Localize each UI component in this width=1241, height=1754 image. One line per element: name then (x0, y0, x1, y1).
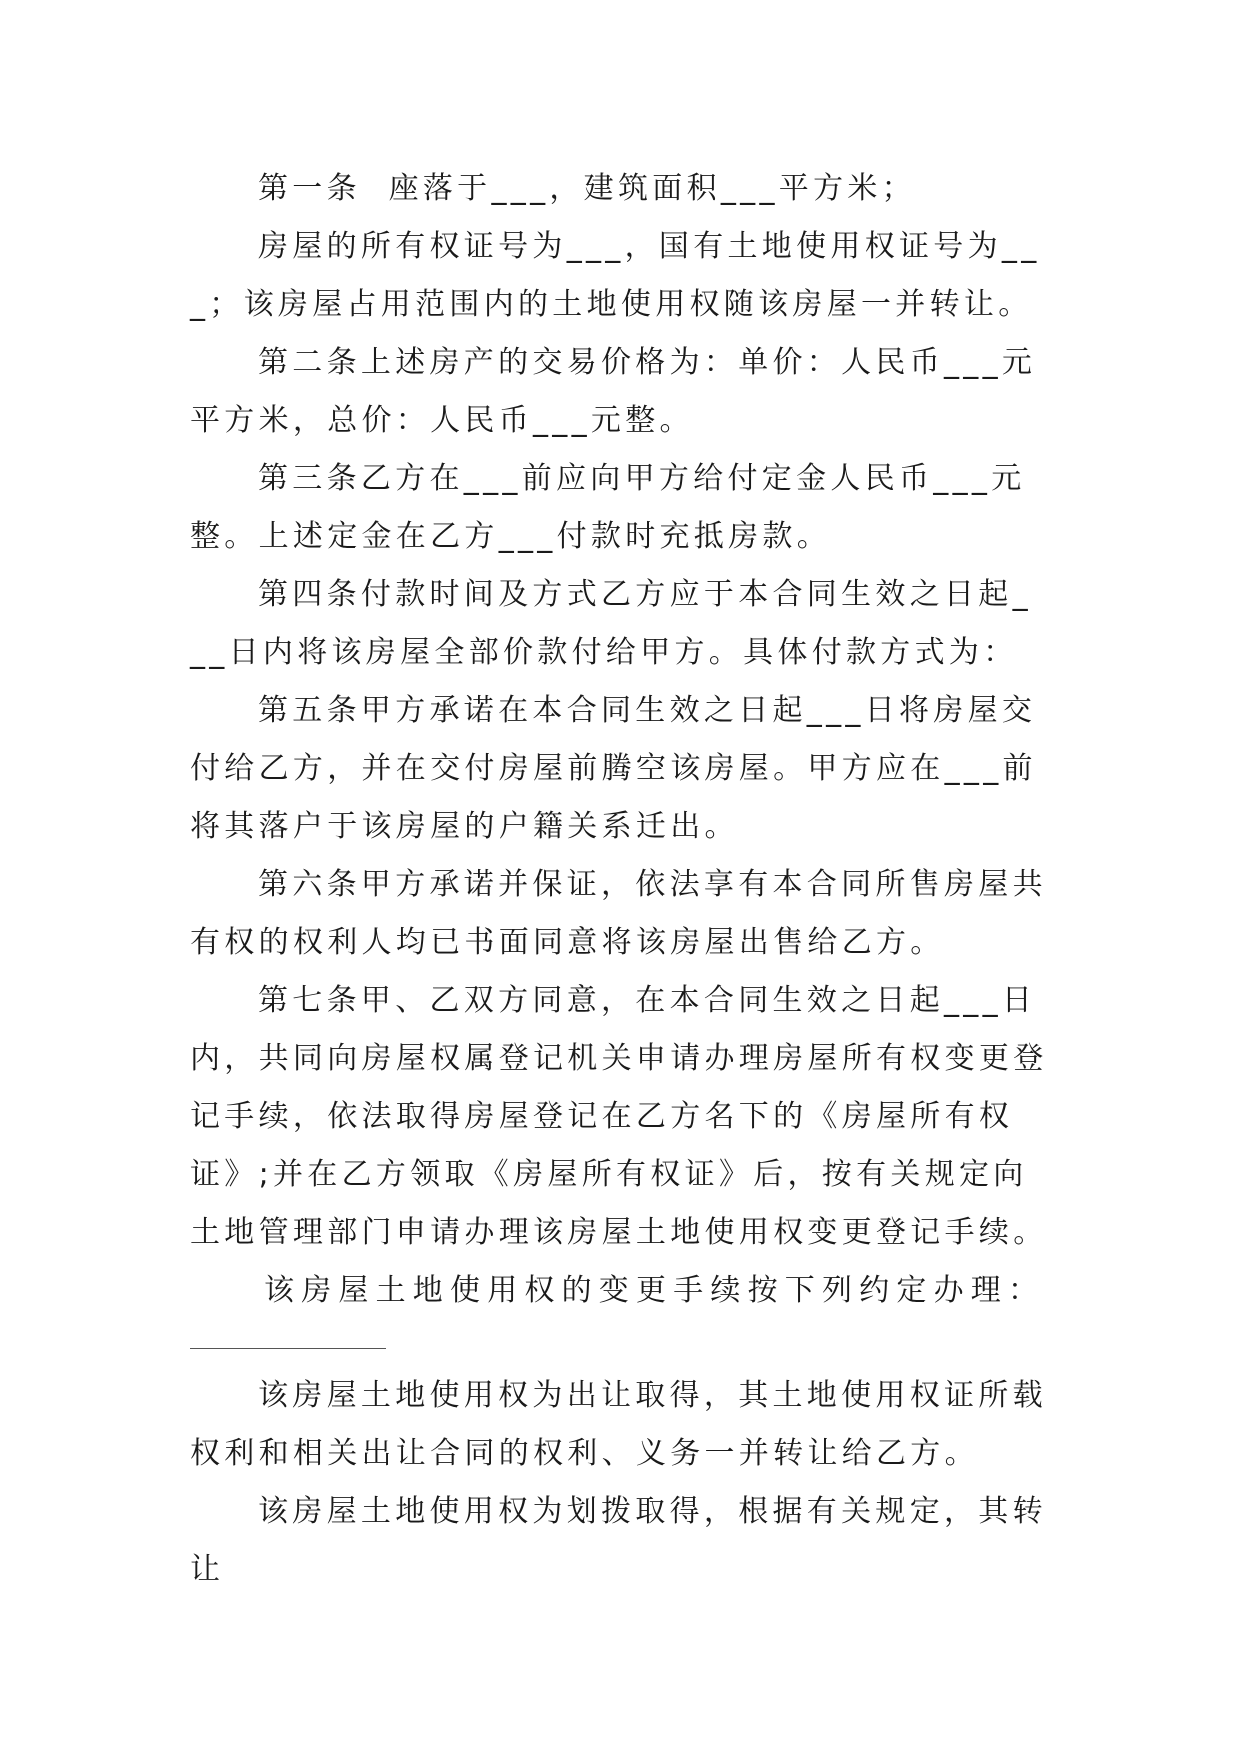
paragraph-certificate-numbers: 房屋的所有权证号为___，国有土地使用权证号为___；该房屋占用范围内的土地使用权随该房屋一并转让。 (190, 229, 1041, 322)
footnote-paragraph-allocation: 该房屋土地使用权为划拨取得，根据有关规定，其转让 (190, 1494, 1047, 1587)
footnote-divider (190, 1348, 386, 1349)
paragraph-article-3: 第三条乙方在___前应向甲方给付定金人民币___元整。上述定金在乙方___付款时充抵房款。 (190, 461, 1026, 554)
footnote-paragraph-transfer: 该房屋土地使用权为出让取得，其土地使用权证所载权利和相关出让合同的权利、义务一并转让给乙方。 (190, 1378, 1047, 1471)
document-page (190, 160, 1050, 1599)
paragraph-land-use-procedure: 该房屋土地使用权的变更手续按下列约定办理： (264, 1273, 1046, 1308)
paragraph-article-4: 第四条付款时间及方式乙方应于本合同生效之日起___日内将该房屋全部价款付给甲方。具体付款方式为： (190, 577, 1032, 670)
paragraph-article-2: 第二条上述房产的交易价格为：单价：人民币___元平方米，总价：人民币___元整。 (190, 345, 1037, 438)
paragraph-article-6: 第六条甲方承诺并保证，依法享有本合同所售房屋共有权的权利人均已书面同意将该房屋出售给乙方。 (190, 867, 1047, 960)
paragraph-article-1: 第一条 座落于___，建筑面积___平方米； (258, 171, 916, 206)
paragraph-article-7: 第七条甲、乙双方同意，在本合同生效之日起___日内，共同向房屋权属登记机关申请办理房屋所有权变更登记手续，依法取得房屋登记在乙方名下的《房屋所有权证》;并在乙方领取《房屋所有权证》后，按有关规定向土地管理部门申请办理该房屋土地使用权变更登记手续。 (190, 983, 1048, 1250)
paragraph-article-5: 第五条甲方承诺在本合同生效之日起___日将房屋交付给乙方，并在交付房屋前腾空该房屋。甲方应在___前将其落户于该房屋的户籍关系迁出。 (190, 693, 1037, 844)
